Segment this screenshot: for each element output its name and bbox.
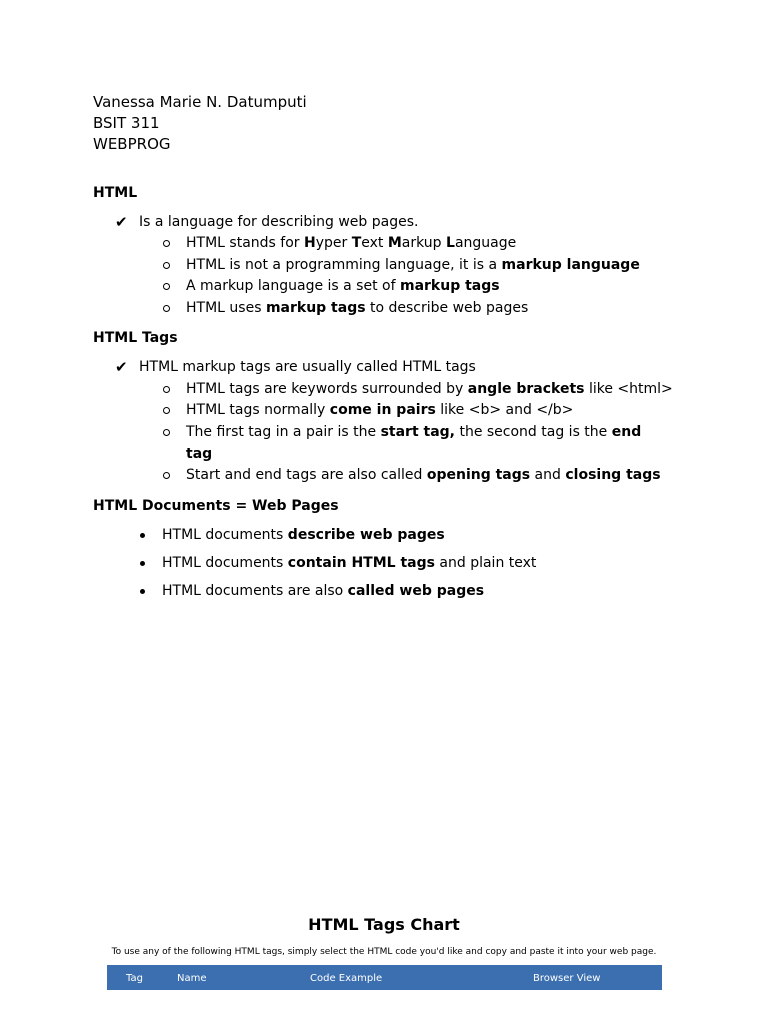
author-block bbox=[93, 92, 307, 155]
list-item: HTML is not a programming language, it is a markup language bbox=[186, 257, 640, 273]
course-code: BSIT 311 bbox=[93, 114, 160, 132]
column-header-browser-view: Browser View bbox=[533, 973, 601, 984]
heading-html-documents: HTML Documents = Web Pages bbox=[93, 498, 339, 514]
filled-bullet-icon bbox=[140, 533, 145, 538]
hollow-circle-bullet-icon bbox=[163, 386, 170, 393]
chart-instructions: To use any of the following HTML tags, simply select the HTML code you'd like and copy and paste it into your web page. bbox=[111, 947, 657, 957]
subject-name: WEBPROG bbox=[93, 135, 171, 153]
hollow-circle-bullet-icon bbox=[163, 407, 170, 414]
list-item-continuation: tag bbox=[186, 446, 213, 462]
hollow-circle-bullet-icon bbox=[163, 283, 170, 290]
chart-title: HTML Tags Chart bbox=[308, 915, 460, 934]
list-item: HTML documents are also called web pages bbox=[162, 583, 485, 599]
hollow-circle-bullet-icon bbox=[163, 305, 170, 312]
filled-bullet-icon bbox=[140, 561, 145, 566]
filled-bullet-icon bbox=[140, 589, 145, 594]
chart-table-header bbox=[107, 965, 662, 990]
heading-html: HTML bbox=[93, 185, 138, 201]
column-header-code-example: Code Example bbox=[310, 973, 383, 984]
list-item: HTML tags normally come in pairs like <b> and </b> bbox=[186, 402, 574, 418]
list-item: HTML documents contain HTML tags and plain text bbox=[162, 555, 537, 571]
column-header-name: Name bbox=[177, 973, 207, 984]
checkmark-icon: ✔ bbox=[115, 213, 128, 231]
list-item: HTML documents describe web pages bbox=[162, 527, 445, 543]
html-definition: Is a language for describing web pages. bbox=[139, 214, 419, 230]
heading-html-tags: HTML Tags bbox=[93, 330, 178, 346]
list-item: Start and end tags are also called opening tags and closing tags bbox=[186, 467, 661, 483]
checkmark-icon: ✔ bbox=[115, 358, 128, 376]
hollow-circle-bullet-icon bbox=[163, 262, 170, 269]
html-tags-definition: HTML markup tags are usually called HTML tags bbox=[139, 359, 476, 375]
hollow-circle-bullet-icon bbox=[163, 472, 170, 479]
list-item: A markup language is a set of markup tags bbox=[186, 278, 500, 294]
author-name: Vanessa Marie N. Datumputi bbox=[93, 93, 307, 111]
list-item: HTML stands for Hyper Text Markup Language bbox=[186, 235, 517, 251]
list-item: HTML uses markup tags to describe web pages bbox=[186, 300, 529, 316]
list-item: HTML tags are keywords surrounded by angle brackets like <html> bbox=[186, 381, 673, 397]
column-header-tag: Tag bbox=[126, 973, 143, 984]
hollow-circle-bullet-icon bbox=[163, 240, 170, 247]
list-item: The first tag in a pair is the start tag, the second tag is the end bbox=[186, 424, 642, 440]
hollow-circle-bullet-icon bbox=[163, 429, 170, 436]
